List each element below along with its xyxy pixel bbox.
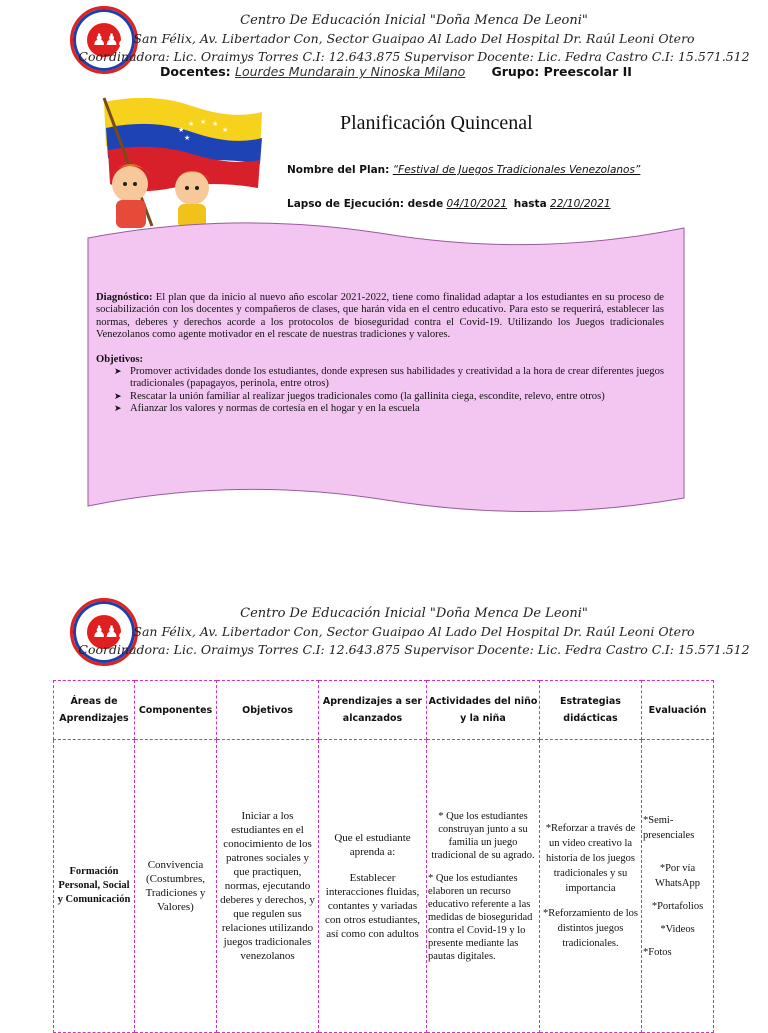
- col-header: Estrategias didácticas: [540, 681, 642, 740]
- svg-text:★: ★: [200, 118, 207, 126]
- arrow-bullet-icon: ➤: [114, 404, 122, 415]
- col-header: Actividades del niño y la niña: [427, 681, 540, 740]
- school-address: San Félix, Av. Libertador Con, Sector Guaipao Al Lado Del Hospital Dr. Raúl Leoni Otero: [133, 624, 695, 639]
- lapso-desde: 04/10/2021: [446, 198, 508, 210]
- cell-objetivos: Iniciar a los estudiantes en el conocimiento de los patrones sociales y que practiquen, normas, ejecutando deberes y derechos, y que regulen sus relaciones utilizando juegos tradicionales venezolanos: [217, 740, 319, 1033]
- svg-text:★: ★: [222, 126, 229, 134]
- cell-evaluacion: *Semi-presenciales *Por vía WhatsApp *Portafolios *Videos *Fotos: [642, 740, 714, 1033]
- grupo-value: Preescolar II: [543, 64, 632, 79]
- col-header: Componentes: [135, 681, 217, 740]
- children-flag-illustration: [92, 92, 272, 230]
- school-logo: ♟♟♟: [70, 6, 138, 74]
- cell-estrategias: *Reforzar a través de un video creativo la historia de los juegos tradicionales y su importancia *Reforzamiento de los distintos juegos tradicionales.: [540, 740, 642, 1033]
- objetivo-item: ➤ Afianzar los valores y normas de cortesía en el hogar y en la escuela: [114, 403, 420, 415]
- lapso-hasta-label: hasta: [513, 198, 547, 210]
- table-row: [54, 740, 714, 1033]
- cell-area: Formación Personal, Social y Comunicación: [54, 740, 135, 1033]
- svg-text:★: ★: [188, 120, 195, 128]
- svg-text:★: ★: [212, 120, 219, 128]
- arrow-bullet-icon: ➤: [114, 367, 122, 378]
- svg-text:★: ★: [178, 126, 185, 134]
- cell-actividades: * Que los estudiantes construyan junto a su familia un juego tradicional de su agrado. * Que los estudiantes elaboren un recurso educativo referente a las medidas de bioseguridad contra el Covid-19 y lo presente mediante las pautas digitales.: [427, 740, 540, 1033]
- cell-aprendizajes: Que el estudiante aprenda a: Establecer interacciones fluidas, contantes y variadas con otros estudiantes, así como con adultos: [319, 740, 427, 1033]
- svg-text:★: ★: [184, 134, 191, 142]
- page-title: Planificación Quincenal: [340, 112, 533, 134]
- lapso-hasta: 22/10/2021: [550, 198, 611, 210]
- plan-name-line: [287, 164, 640, 176]
- school-header: [0, 12, 768, 66]
- lapso-line: [287, 198, 611, 210]
- col-header: Áreas de Aprendizajes: [54, 681, 135, 740]
- objetivos-list: [96, 366, 664, 416]
- objetivo-item: ➤ Rescatar la unión familiar al realizar juegos tradicionales como (la gallinita ciega, escondite, relevo, entre otros): [114, 390, 605, 402]
- objetivo-item: ➤ Promover actividades donde los estudiantes, donde expresen sus habilidades y creatividad a la hora de crear diferentes juegos tradicionales (papagayos, perinola, entre otros): [114, 366, 664, 390]
- grupo-label: Grupo:: [491, 64, 540, 79]
- objetivos-label: Objetivos:: [96, 353, 144, 365]
- school-address: San Félix, Av. Libertador Con, Sector Guaipao Al Lado Del Hospital Dr. Raúl Leoni Otero: [133, 31, 695, 46]
- col-header: Objetivos: [217, 681, 319, 740]
- arrow-bullet-icon: ➤: [114, 391, 122, 402]
- col-header: Evaluación: [642, 681, 714, 740]
- table-header-row: [54, 681, 714, 740]
- col-header: Aprendizajes a ser alcanzados: [319, 681, 427, 740]
- plan-name: “Festival de Juegos Tradicionales Venezolanos”: [392, 164, 641, 176]
- school-coordinator: Coordinadora: Lic. Oraimys Torres C.I: 12.643.875 Supervisor Docente: Lic. Fedra Castro C.I: 15.571.512: [78, 49, 750, 64]
- diagnostico-label: Diagnóstico:: [96, 292, 153, 303]
- school-name: Centro De Educación Inicial "Doña Menca De Leoni": [240, 13, 588, 28]
- plan-table: [53, 680, 714, 1033]
- diagnostico-text: [96, 292, 664, 416]
- school-name: Centro De Educación Inicial "Doña Menca De Leoni": [240, 606, 588, 621]
- school-header: [0, 605, 768, 659]
- cell-componentes: Convivencia (Costumbres, Tradiciones y Valores): [135, 740, 217, 1033]
- diagnostico-paragraph: [96, 292, 664, 342]
- plan-name-label: Nombre del Plan:: [287, 164, 390, 176]
- docentes-names: Lourdes Mundarain y Ninoska Milano: [235, 64, 466, 79]
- diagnostico-body: El plan que da inicio al nuevo año escolar 2021-2022, tiene como finalidad adaptar a los estudiantes en su proceso de sociabilización con los docentes y compañeros de clases, que harán vida en el centro educativo. Para esto se requerirá, establecer las normas, deberes y derechos acorde a los protocolos de bioseguridad contra el Covid-19. Utilizando los Juegos tradicionales Venezolanos como agente motivador en el rescate de nuestras tradiciones y valores.: [96, 292, 664, 341]
- docentes-line: [160, 64, 632, 79]
- school-coordinator: Coordinadora: Lic. Oraimys Torres C.I: 12.643.875 Supervisor Docente: Lic. Fedra Castro C.I: 15.571.512: [78, 642, 750, 657]
- lapso-label: Lapso de Ejecución: desde: [287, 198, 444, 210]
- school-logo: ♟♟♟: [70, 598, 138, 666]
- docentes-label: Docentes:: [160, 64, 231, 79]
